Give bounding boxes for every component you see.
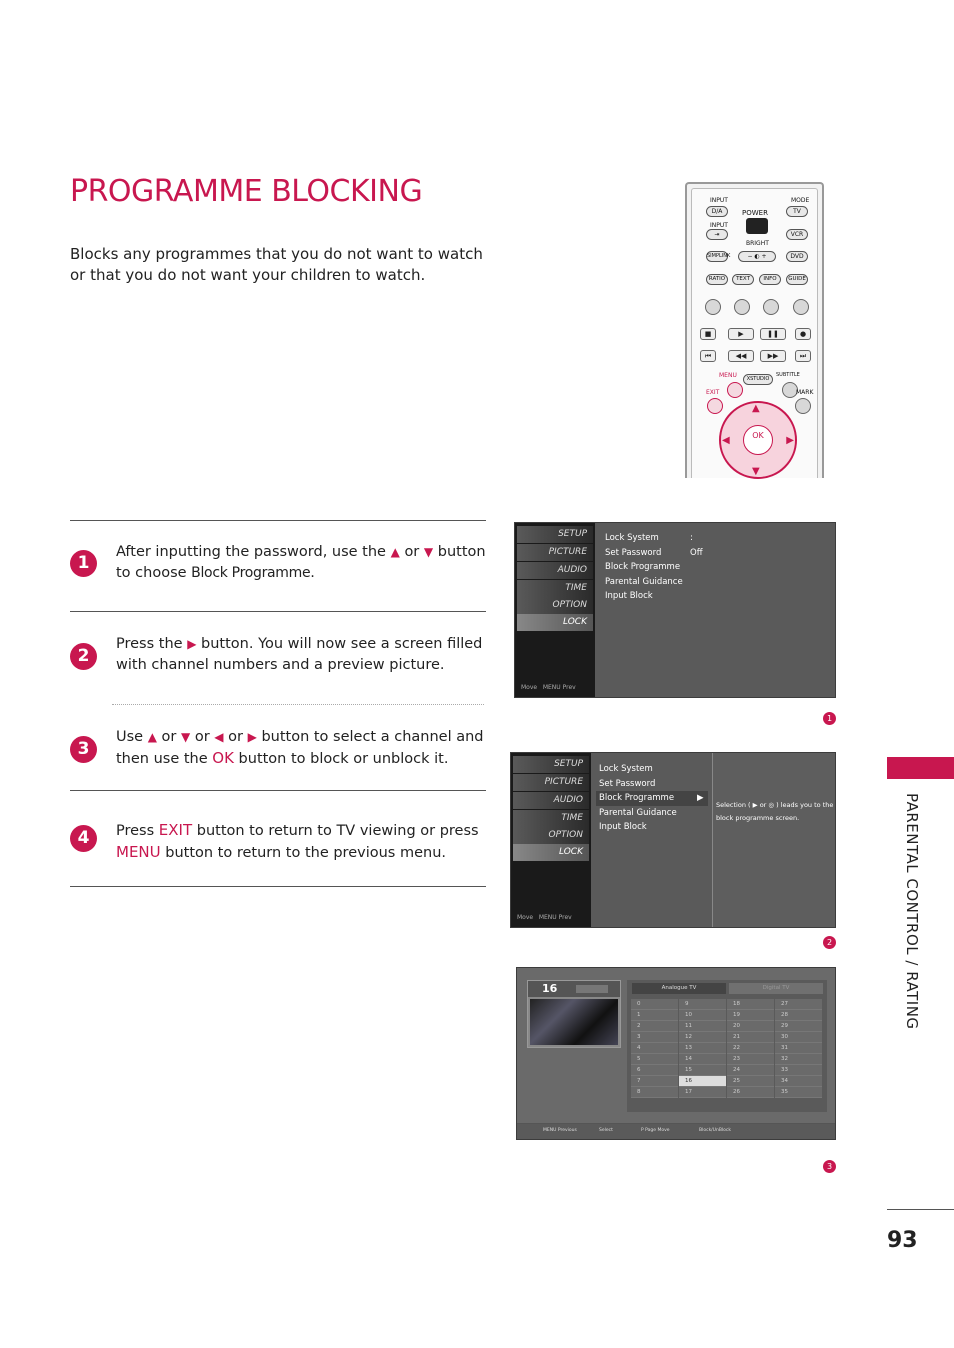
osd-item-block-programme[interactable]: Block Programme bbox=[605, 562, 681, 572]
footer-select: Select bbox=[599, 1128, 613, 1133]
osd-submenu-list bbox=[599, 762, 708, 835]
remote-mark-label: MARK bbox=[796, 389, 814, 396]
exit-button[interactable] bbox=[707, 398, 723, 414]
channel-cell[interactable]: 11 bbox=[679, 1021, 726, 1032]
osd-item-lock-system[interactable]: Lock System : Off bbox=[605, 533, 703, 558]
fast-forward-icon[interactable]: ▶▶ bbox=[760, 350, 786, 362]
channel-cell[interactable]: 0 bbox=[631, 999, 678, 1010]
tab-analogue-tv[interactable]: Analogue TV bbox=[632, 983, 726, 994]
divider bbox=[70, 520, 486, 521]
remote-tv-button[interactable]: TV bbox=[786, 206, 808, 217]
channel-cell[interactable]: 10 bbox=[679, 1010, 726, 1021]
preview-channel-name bbox=[576, 985, 608, 993]
channel-cell[interactable]: 23 bbox=[727, 1054, 774, 1065]
nav-down-icon[interactable]: ▼ bbox=[752, 466, 760, 477]
power-icon[interactable] bbox=[746, 218, 768, 234]
osd-menu-lock[interactable]: LOCK bbox=[517, 614, 593, 631]
osd-screen-2 bbox=[510, 752, 836, 928]
step-3-text: Use ▲ or ▼ or ◀ or ▶ button to select a channel and then use the OK button to block or unblock it. bbox=[116, 729, 484, 767]
up-arrow-icon: ▲ bbox=[147, 730, 157, 744]
page-title: PROGRAMME BLOCKING bbox=[70, 174, 423, 209]
channel-cell[interactable]: 4 bbox=[631, 1043, 678, 1054]
channel-cell[interactable]: 8 bbox=[631, 1087, 678, 1098]
osd-menu-sidebar bbox=[515, 523, 595, 697]
channel-cell[interactable]: 3 bbox=[631, 1032, 678, 1043]
screen-marker-2: 2 bbox=[823, 936, 836, 949]
osd-submenu-list bbox=[605, 531, 703, 604]
osd-submenu bbox=[591, 753, 713, 927]
nav-left-icon[interactable]: ◀ bbox=[722, 435, 730, 446]
divider bbox=[70, 886, 486, 887]
preview-picture bbox=[530, 999, 618, 1045]
left-arrow-icon: ◀ bbox=[214, 730, 224, 744]
channel-cell[interactable]: 17 bbox=[679, 1087, 726, 1098]
channel-cell[interactable]: 24 bbox=[727, 1065, 774, 1076]
remote-dvd-button[interactable]: DVD bbox=[786, 251, 808, 262]
menu-button[interactable] bbox=[727, 382, 743, 398]
brightness-icon[interactable]: − ◐ + bbox=[738, 251, 776, 262]
skip-back-icon[interactable]: ⏮ bbox=[700, 350, 716, 362]
channel-cell[interactable]: 32 bbox=[775, 1054, 822, 1065]
channel-cell[interactable]: 30 bbox=[775, 1032, 822, 1043]
osd-menu-picture[interactable]: PICTURE bbox=[517, 544, 593, 561]
osd-item-lock-system[interactable]: Lock System bbox=[599, 764, 653, 774]
channel-cell[interactable]: 27 bbox=[775, 999, 822, 1010]
right-arrow-icon: ▶ bbox=[187, 637, 197, 651]
channel-cell[interactable]: 5 bbox=[631, 1054, 678, 1065]
channel-cell[interactable]: 1 bbox=[631, 1010, 678, 1021]
screen-marker-1: 1 bbox=[823, 712, 836, 725]
submenu-arrow-icon: ▶ bbox=[697, 793, 704, 803]
osd-menu-lock[interactable]: LOCK bbox=[513, 844, 589, 861]
osd-menu-audio[interactable]: AUDIO bbox=[513, 792, 589, 809]
page-number: 93 bbox=[887, 1228, 918, 1253]
osd-item-block-programme[interactable]: Block Programme ▶ bbox=[596, 791, 708, 806]
divider bbox=[70, 611, 486, 612]
preview-channel-number: 16 bbox=[542, 982, 558, 995]
osd-menu-sidebar bbox=[511, 753, 591, 927]
right-arrow-icon: ▶ bbox=[247, 730, 257, 744]
osd-menu-option[interactable]: OPTION bbox=[513, 827, 589, 844]
remote-da-button[interactable]: D/A bbox=[706, 206, 728, 217]
step-number-3: 3 bbox=[70, 736, 97, 763]
up-arrow-icon: ▲ bbox=[390, 545, 400, 559]
osd-item-set-password[interactable]: Set Password bbox=[599, 778, 656, 789]
osd-footer: Move MENU Prev bbox=[521, 684, 576, 691]
color-button-blue[interactable] bbox=[793, 299, 809, 315]
divider bbox=[70, 790, 486, 791]
step-number-1: 1 bbox=[70, 550, 97, 577]
intro-text: Blocks any programmes that you do not want to watch or that you do not want your children to watch. bbox=[70, 245, 483, 284]
channel-cell[interactable]: 28 bbox=[775, 1010, 822, 1021]
osd-menu-picture[interactable]: PICTURE bbox=[513, 774, 589, 791]
mark-button[interactable] bbox=[795, 398, 811, 414]
osd-item-parental-guidance[interactable]: Parental Guidance bbox=[605, 576, 683, 587]
osd-item-input-block[interactable]: Input Block bbox=[599, 822, 647, 832]
rewind-icon[interactable]: ◀◀ bbox=[728, 350, 754, 362]
osd-menu-time[interactable]: TIME bbox=[517, 580, 593, 597]
step-1-text: After inputting the password, use the ▲ or ▼ button to choose Block Programme. bbox=[116, 544, 486, 581]
osd-menu-time[interactable]: TIME bbox=[513, 810, 589, 827]
remote-guide-button[interactable]: GUIDE bbox=[786, 274, 808, 285]
osd-screen-1 bbox=[514, 522, 836, 698]
channel-cell[interactable]: 12 bbox=[679, 1032, 726, 1043]
channel-cell[interactable]: 25 bbox=[727, 1076, 774, 1087]
channel-cell[interactable]: 20 bbox=[727, 1021, 774, 1032]
step-number-4: 4 bbox=[70, 825, 97, 852]
footer-page-move: P Page Move bbox=[641, 1128, 670, 1133]
osd-footer: Move MENU Prev bbox=[517, 914, 572, 921]
channel-grid bbox=[631, 999, 823, 1097]
channel-cell[interactable]: 31 bbox=[775, 1043, 822, 1054]
channel-cell[interactable]: 9 bbox=[679, 999, 726, 1010]
osd-hint-text: Selection ( ▶ or ◎ ) leads you to the block programme screen. bbox=[716, 801, 834, 822]
record-icon[interactable]: ● bbox=[795, 328, 811, 340]
osd-menu-setup[interactable]: SETUP bbox=[513, 756, 589, 773]
osd-menu-audio[interactable]: AUDIO bbox=[517, 562, 593, 579]
channel-cell[interactable]: 6 bbox=[631, 1065, 678, 1076]
osd-item-parental-guidance[interactable]: Parental Guidance bbox=[599, 807, 677, 818]
step-2-text: Press the ▶ button. You will now see a screen filled with channel numbers and a preview picture. bbox=[116, 636, 483, 673]
channel-cell[interactable]: 18 bbox=[727, 999, 774, 1010]
preview-panel bbox=[527, 980, 621, 1048]
remote-vcr-button[interactable]: VCR bbox=[786, 229, 808, 240]
footer-previous: MENU Previous bbox=[543, 1128, 577, 1133]
ok-button[interactable]: OK bbox=[743, 425, 773, 455]
remote-power-label: POWER bbox=[742, 209, 768, 217]
down-arrow-icon: ▼ bbox=[423, 545, 434, 559]
screen-marker-3: 3 bbox=[823, 1160, 836, 1173]
channel-cell[interactable]: 7 bbox=[631, 1076, 678, 1087]
osd-footer-bar bbox=[517, 1123, 835, 1139]
osd-submenu bbox=[595, 523, 835, 697]
stop-icon[interactable]: ■ bbox=[700, 328, 716, 340]
remote-bright-label: BRIGHT bbox=[746, 240, 769, 247]
section-tab bbox=[887, 757, 954, 779]
page-number-divider bbox=[887, 1209, 954, 1210]
remote-text-button[interactable]: TEXT bbox=[732, 274, 754, 285]
remote-menu-label: MENU bbox=[719, 372, 737, 379]
down-arrow-icon: ▼ bbox=[181, 730, 191, 744]
tab-digital-tv[interactable]: Digital TV bbox=[729, 983, 823, 994]
dotted-divider bbox=[112, 704, 484, 705]
color-button-green[interactable] bbox=[734, 299, 750, 315]
channel-cell[interactable]: 21 bbox=[727, 1032, 774, 1043]
nav-right-icon[interactable]: ▶ bbox=[786, 435, 794, 446]
osd-menu-option[interactable]: OPTION bbox=[517, 597, 593, 614]
channel-cell[interactable]: 29 bbox=[775, 1021, 822, 1032]
osd-item-input-block[interactable]: Input Block bbox=[605, 591, 653, 601]
preview-header bbox=[528, 981, 620, 997]
channel-cell[interactable]: 15 bbox=[679, 1065, 726, 1076]
step-4-text: Press EXIT button to return to TV viewing or press MENU button to return to the previous menu. bbox=[116, 821, 479, 861]
play-icon[interactable]: ▶ bbox=[728, 328, 754, 340]
section-label: PARENTAL CONTROL / RATING bbox=[903, 793, 921, 1030]
channel-cell[interactable]: 26 bbox=[727, 1087, 774, 1098]
channel-cell[interactable]: 16 bbox=[679, 1076, 726, 1087]
remote-exit-label: EXIT bbox=[706, 389, 720, 396]
channel-cell[interactable]: 33 bbox=[775, 1065, 822, 1076]
navigation-pad[interactable] bbox=[719, 401, 797, 479]
remote-input2-label: INPUT bbox=[710, 222, 728, 229]
skip-forward-icon[interactable]: ⏭ bbox=[795, 350, 811, 362]
remote-input-label: INPUT bbox=[710, 197, 728, 204]
channel-cell[interactable]: 19 bbox=[727, 1010, 774, 1021]
color-button-yellow[interactable] bbox=[763, 299, 779, 315]
step-number-2: 2 bbox=[70, 643, 97, 670]
color-button-red[interactable] bbox=[705, 299, 721, 315]
osd-item-set-password[interactable]: Set Password bbox=[605, 547, 662, 558]
channel-cell[interactable]: 2 bbox=[631, 1021, 678, 1032]
remote-mode-label: MODE bbox=[791, 197, 810, 204]
remote-ratio-button[interactable]: RATIO bbox=[706, 274, 728, 285]
channel-cell[interactable]: 35 bbox=[775, 1087, 822, 1098]
pause-icon[interactable]: ❚❚ bbox=[760, 328, 786, 340]
input-arrow-icon[interactable]: ⇥ bbox=[706, 229, 728, 240]
remote-subtitle-label: SUBTITLE bbox=[776, 372, 800, 378]
remote-xstudio-button[interactable]: XSTUDIO bbox=[743, 374, 773, 385]
remote-info-button[interactable]: INFO bbox=[759, 274, 781, 285]
remote-control bbox=[685, 182, 824, 478]
osd-menu-setup[interactable]: SETUP bbox=[517, 526, 593, 543]
footer-block-unblock: Block/UnBlock bbox=[699, 1128, 732, 1133]
channel-cell[interactable]: 14 bbox=[679, 1054, 726, 1065]
remote-simplink-button[interactable]: SIMPLINK bbox=[706, 251, 728, 262]
nav-up-icon[interactable]: ▲ bbox=[752, 403, 760, 414]
channel-cell[interactable]: 22 bbox=[727, 1043, 774, 1054]
channel-cell[interactable]: 13 bbox=[679, 1043, 726, 1054]
channel-cell[interactable]: 34 bbox=[775, 1076, 822, 1087]
